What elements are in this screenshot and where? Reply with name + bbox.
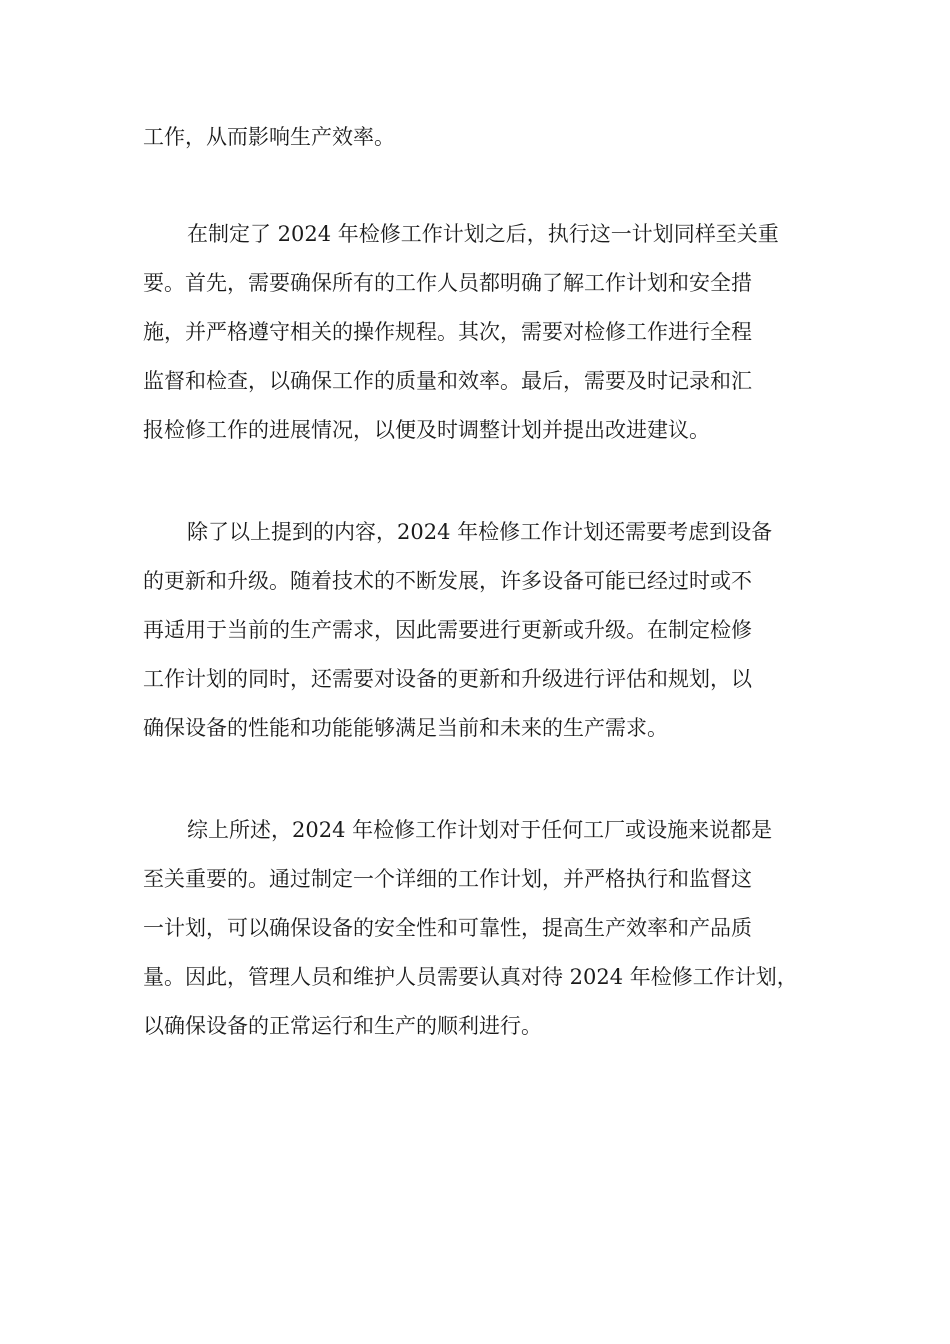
text-line: 的更新和升级。随着技术的不断发展，许多设备可能已经过时或不 [143, 569, 752, 593]
paragraph-execution [143, 210, 813, 455]
paragraph-continuation [143, 113, 813, 162]
text-line: 除了以上提到的内容，2024 年检修工作计划还需要考虑到设备 [187, 520, 773, 544]
text-line: 一计划，可以确保设备的安全性和可靠性，提高生产效率和产品质 [143, 916, 752, 940]
text-line: 再适用于当前的生产需求，因此需要进行更新或升级。在制定检修 [143, 618, 752, 642]
text-line: 施，并严格遵守相关的操作规程。其次，需要对检修工作进行全程 [143, 320, 752, 344]
text-line: 以确保设备的正常运行和生产的顺利进行。 [143, 1014, 542, 1038]
text-line: 报检修工作的进展情况，以便及时调整计划并提出改进建议。 [143, 418, 710, 442]
text-line: 综上所述，2024 年检修工作计划对于任何工厂或设施来说都是 [187, 818, 773, 842]
text-line: 至关重要的。通过制定一个详细的工作计划，并严格执行和监督这 [143, 867, 752, 891]
paragraph-equipment-upgrade [143, 508, 813, 753]
paragraph-conclusion [143, 806, 813, 1051]
text-line: 监督和检查，以确保工作的质量和效率。最后，需要及时记录和汇 [143, 369, 752, 393]
text-line: 在制定了 2024 年检修工作计划之后，执行这一计划同样至关重 [187, 222, 779, 246]
text-line: 确保设备的性能和功能能够满足当前和未来的生产需求。 [143, 716, 668, 740]
text-line: 工作计划的同时，还需要对设备的更新和升级进行评估和规划，以 [143, 667, 752, 691]
text-line: 量。因此，管理人员和维护人员需要认真对待 2024 年检修工作计划， [143, 965, 798, 989]
text-line: 工作，从而影响生产效率。 [143, 125, 395, 149]
text-line: 要。首先，需要确保所有的工作人员都明确了解工作计划和安全措 [143, 271, 752, 295]
